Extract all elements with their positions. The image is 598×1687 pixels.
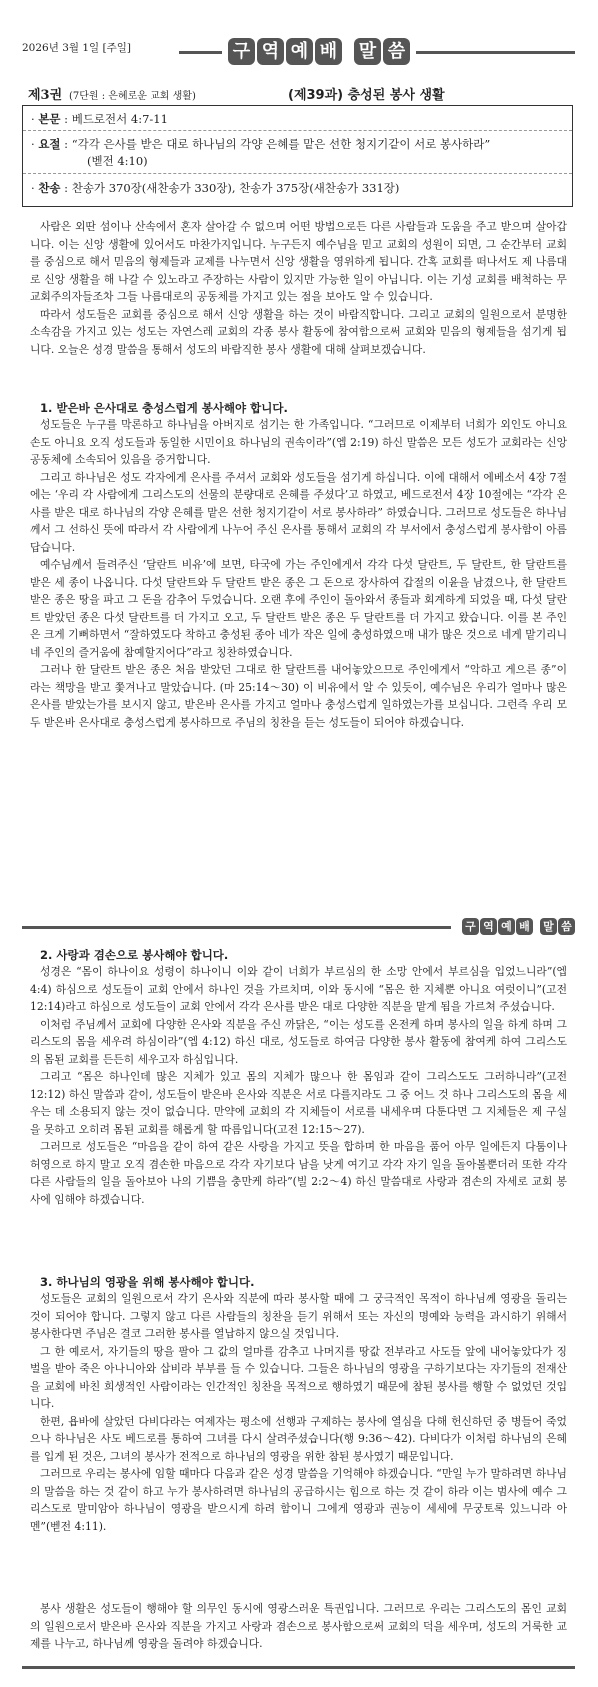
title-char: 씀 xyxy=(383,38,410,65)
text-value: 베드로전서 4:7-11 xyxy=(71,112,168,126)
paragraph: 그러나 한 달란트 받은 종은 처음 받았던 그대로 한 달란트를 내어놓았으므로 주인에게서 “악하고 게으른 종”이라는 책망을 받고 쫓겨나고 말았습니다. (마 25:14～30) 이 비유에서 알 수 있듯이, 예수님은 우리가 얼마나 많은 은사를 받았는가를 보시지 않고, 받은바 은사를 가지고 얼마나 충성스럽게 일하였는가를 보십니다. 그런즉 우리 모두 받은바 은사대로 충성스럽게 봉사하므로 주님의 칭찬을 듣는 성도들이 되어야 하겠습니다. xyxy=(30,663,567,729)
lesson-unit: (7단원 : 은혜로운 교회 생활) xyxy=(69,91,196,102)
paragraph: 그러므로 우리는 봉사에 임할 때마다 다음과 같은 성경 말씀을 기억해야 하겠습니다. “만일 누가 말하려면 하나님의 말씀을 하는 것 같이 하고 누가 봉사하려면 하나님의 공급하시는 힘으로 하는 것 같이 하라 이는 범사에 예수 그리스도로 말미암아 하나님이 영광을 받으시게 하려 함이니 그에게 영광과 권능이 세세에 무궁토록 있느니라 아멘”(벧전 4:11). xyxy=(30,1467,567,1533)
text-label: 본문 xyxy=(38,112,61,126)
info-divider xyxy=(23,130,572,131)
page-divider xyxy=(22,918,575,938)
header-title xyxy=(222,38,416,65)
bottom-rule xyxy=(22,1666,575,1669)
summary-value: “각각 은사를 받은 대로 하나님의 각양 은혜를 맡은 선한 청지기같이 서로 봉사하라” xyxy=(71,137,491,151)
paragraph: 그리고 하나님은 성도 각자에게 은사를 주셔서 교회와 성도들을 섬기게 하십니다. 이에 대해서 에베소서 4장 7절에는 ‘우리 각 사람에게 그리스도의 선물의 분량대로 은혜를 주셨다’고 하였고, 베드로전서 4장 10절에는 “각각 은사를 받은 대로 하나님의 각양 은혜를 맡은 선한 청지기같이 서로 봉사하라” 하였습니다. 그러므로 성도들은 하나님께서 그 선하신 뜻에 따라서 각 사람에게 나누어 주신 은사를 통해서 교회의 각 부서에서 충성스럽게 봉사함이 아름답습니다. xyxy=(30,470,567,554)
section-2-body xyxy=(30,963,567,1208)
paragraph: 한편, 욥바에 살았던 다비다라는 여제자는 평소에 선행과 구제하는 봉사에 열심을 다해 헌신하던 중 병들어 죽었으나 하나님은 사도 베드로를 통하여 그녀를 다시 살려주셨습니다(행 9:36～42). 다비다가 이처럼 하나님의 은혜를 입게 된 것은, 그녀의 봉사가 전적으로 하나님의 영광을 위한 참된 봉사였기 때문입니다. xyxy=(30,1414,567,1463)
section-3-heading: 3. 하나님의 영광을 위해 봉사해야 합니다. xyxy=(40,1275,255,1289)
hymn-value: 찬송가 370장(새찬송가 330장), 찬송가 375장(새찬송가 331장) xyxy=(71,181,400,195)
section-1-body xyxy=(30,416,567,731)
conclusion xyxy=(30,1600,567,1653)
paragraph: 성도들은 누구를 막론하고 하나님을 아버지로 섬기는 한 가족입니다. “그러므로 이제부터 너희가 외인도 아니요 손도 아니요 오직 성도들과 동일한 시민이요 하나님의 권속이라”(엡 2:19) 하신 말씀은 모든 성도가 교회라는 신앙 공동체에 소속되어 있음을 증거합니다. xyxy=(30,418,567,466)
divider-title xyxy=(462,918,575,935)
paragraph: 그리고 “몸은 하나인데 많은 지체가 있고 몸의 지체가 많으나 한 몸임과 같이 그리스도도 그러하니라”(고전 12:12) 하신 말씀과 같이, 성도들이 받은바 은사와 직분은 서로 다를지라도 그 중 어느 것 하나 그리스도의 몸을 세우는 데 소용되지 않는 것이 없습니다. 만약에 교회의 각 지체들이 서로를 내세우며 다툰다면 그 지체들은 제 구실을 못하고 오히려 몸된 교회를 해롭게 할 따름입니다(고전 12:15～27). xyxy=(30,1070,567,1136)
paragraph: 따라서 성도들은 교회를 중심으로 해서 신앙 생활을 하는 것이 바람직합니다. 그리고 교회의 일원으로서 분명한 소속감을 가지고 있는 성도는 자연스레 교회의 각종 봉사 활동에 참여함으로써 교회와 믿음의 형제들을 섬기게 됩니다. 오늘은 성경 말씀을 통해서 성도의 바람직한 봉사 생활에 대해 살펴보겠습니다. xyxy=(30,307,567,356)
section-3-body xyxy=(30,1290,567,1535)
section-1-heading: 1. 받은바 은사대로 충성스럽게 봉사해야 합니다. xyxy=(40,401,288,415)
hymn-label: 찬송 xyxy=(38,181,61,195)
title-char: 역 xyxy=(480,918,497,935)
paragraph: 이처럼 주님께서 교회에 다양한 은사와 직분을 주신 까닭은, “이는 성도를 온전케 하며 봉사의 일을 하게 하며 그리스도의 몸을 세우려 하심이라”(엡 4:12) 하신 대로, 성도들로 하여금 다양한 봉사 활동에 참여케 하여 그리스도의 몸된 교회를 든든히 세우고자 하심입니다. xyxy=(30,1017,567,1066)
paragraph: 봉사 생활은 성도들이 행해야 할 의무인 동시에 영광스러운 특권입니다. 그러므로 우리는 그리스도의 몸인 교회의 일원으로서 받은바 은사와 직분을 가지고 사랑과 겸손으로 봉사함으로써 교회의 덕을 세우며, 성도의 거룩한 교제를 나누고, 하나님께 영광을 돌려야 하겠습니다. xyxy=(30,1602,567,1650)
paragraph: 성도들은 교회의 일원으로서 각기 은사와 직분에 따라 봉사할 때에 그 궁극적인 목적이 하나님께 영광을 돌리는 것이 되어야 합니다. 그렇지 않고 다른 사람들의 칭찬을 듣기 위해서 또는 자신의 명예와 능력을 과시하기 위해서 봉사한다면 주님은 결코 그러한 봉사를 열납하지 않으실 것입니다. xyxy=(30,1292,567,1340)
title-char: 말 xyxy=(540,918,557,935)
text-row: · 본문 : 베드로전서 4:7-11 xyxy=(31,112,168,126)
paragraph: 예수님께서 들려주신 ‘달란트 비유’에 보면, 타국에 가는 주인에게서 각각 다섯 달란트, 두 달란트, 한 달란트를 받은 세 종이 나옵니다. 다섯 달란트와 두 달란트 받은 종은 그 돈으로 장사하여 갑절의 이윤을 남겼으나, 한 달란트 받은 종은 땅을 파고 그 돈을 감추어 두었습니다. 오랜 후에 주인이 돌아와서 종들과 회계하게 되었을 때, 다섯 달란트 받았던 종은 다섯 달란트를 더 가지고 오고, 두 달란트 받은 종은 두 달란트를 더 가지고 왔습니다. 이를 본 주인은 크게 기뻐하면서 “잘하였도다 착하고 충성된 종아 네가 작은 일에 충성하였으매 내가 많은 것으로 네게 맡기리니 네 주인의 즐거움에 참예할지어다”라고 칭찬하였습니다. xyxy=(30,558,567,659)
title-char: 배 xyxy=(516,918,533,935)
page-header xyxy=(22,34,575,70)
paragraph: 성경은 “몸이 하나이요 성령이 하나이니 이와 같이 너희가 부르심의 한 소망 안에서 부르심을 입었느니라”(엡 4:4) 하심으로 성도들이 교회 안에서 하나인 것을 가르치며, 이와 동시에 “몸은 한 지체뿐 아니요 여럿이니”(고전 12:14)라고 하심으로 성도들이 교회 안에서 각각 은사를 받은 대로 다양한 직분을 맡게 됨을 가르쳐 주셨습니다. xyxy=(30,965,567,1013)
service-date: 2026년 3월 1일 [주일] xyxy=(22,42,132,54)
summary-ref: (벧전 4:10) xyxy=(87,154,148,168)
summary-row: · 요절 : “각각 은사를 받은 대로 하나님의 각양 은혜를 맡은 선한 청지기같이 서로 봉사하라” xyxy=(31,137,491,151)
paragraph: 그 한 예로서, 자기들의 땅을 팔아 그 값의 얼마를 감추고 나머지를 땅값 전부라고 사도들 앞에 내어놓았다가 징벌을 받아 죽은 아나니아와 삽비라 부부를 들 수 있습니다. 그들은 하나님의 영광을 구하기보다는 자기들의 전재산을 교회에 바친 희생적인 사람이라는 인간적인 칭찬을 목적으로 행하였기 때문에 참된 봉사를 행할 수 없었던 것입니다. xyxy=(30,1344,567,1410)
title-char: 씀 xyxy=(558,918,575,935)
divider-rule xyxy=(22,926,451,929)
title-char: 구 xyxy=(228,38,255,65)
title-char: 구 xyxy=(462,918,479,935)
lesson-volume: 제3권 xyxy=(28,88,63,103)
title-char: 예 xyxy=(286,38,313,65)
info-box xyxy=(22,105,573,207)
summary-label: 요절 xyxy=(38,137,61,151)
lesson-line xyxy=(28,84,568,103)
title-char: 말 xyxy=(354,38,381,65)
paragraph: 사람은 외딴 섬이나 산속에서 혼자 살아갈 수 없으며 어떤 방법으로든 다른 사람들과 도움을 주고 받으며 살아갑니다. 이는 신앙 생활에 있어서도 마찬가지입니다. 누구든지 예수님을 믿고 교회의 성원이 되면, 그 순간부터 교회를 중심으로 해서 믿음의 형제들과 교제를 나누면서 신앙 생활을 영위하게 됩니다. 간혹 교회를 떠나서도 제 나름대로 신앙 생활을 해 나갈 수 있노라고 주장하는 사람이 있지만 가능한 일이 아닙니다. 이는 기성 교회를 배척하는 무교회주의자들조차 그들 나름대로의 공동체를 가지고 있는 점을 보아도 알 수 있습니다. xyxy=(30,220,567,303)
section-2-heading: 2. 사랑과 겸손으로 봉사해야 합니다. xyxy=(40,948,229,962)
lesson-title: (제39과) 충성된 봉사 생활 xyxy=(288,88,445,103)
paragraph: 그러므로 성도들은 “마음을 같이 하여 같은 사랑을 가지고 뜻을 합하며 한 마음을 품어 아무 일에든지 다툼이나 허영으로 하지 말고 오직 겸손한 마음으로 각각 자기보다 남을 낫게 여기고 각각 자기 일을 돌아볼뿐더러 또한 각각 다른 사람들의 일을 돌아보아 나의 기쁨을 충만케 하라”(빌 2:2～4) 하신 말씀대로 사랑과 겸손의 자세로 교회 봉사에 임해야 하겠습니다. xyxy=(30,1140,567,1206)
intro-text xyxy=(30,218,567,358)
hymn-row: · 찬송 : 찬송가 370장(새찬송가 330장), 찬송가 375장(새찬송가 331장) xyxy=(31,181,400,195)
info-divider xyxy=(23,173,572,174)
title-char: 역 xyxy=(257,38,284,65)
title-char: 배 xyxy=(315,38,342,65)
title-char: 예 xyxy=(498,918,515,935)
